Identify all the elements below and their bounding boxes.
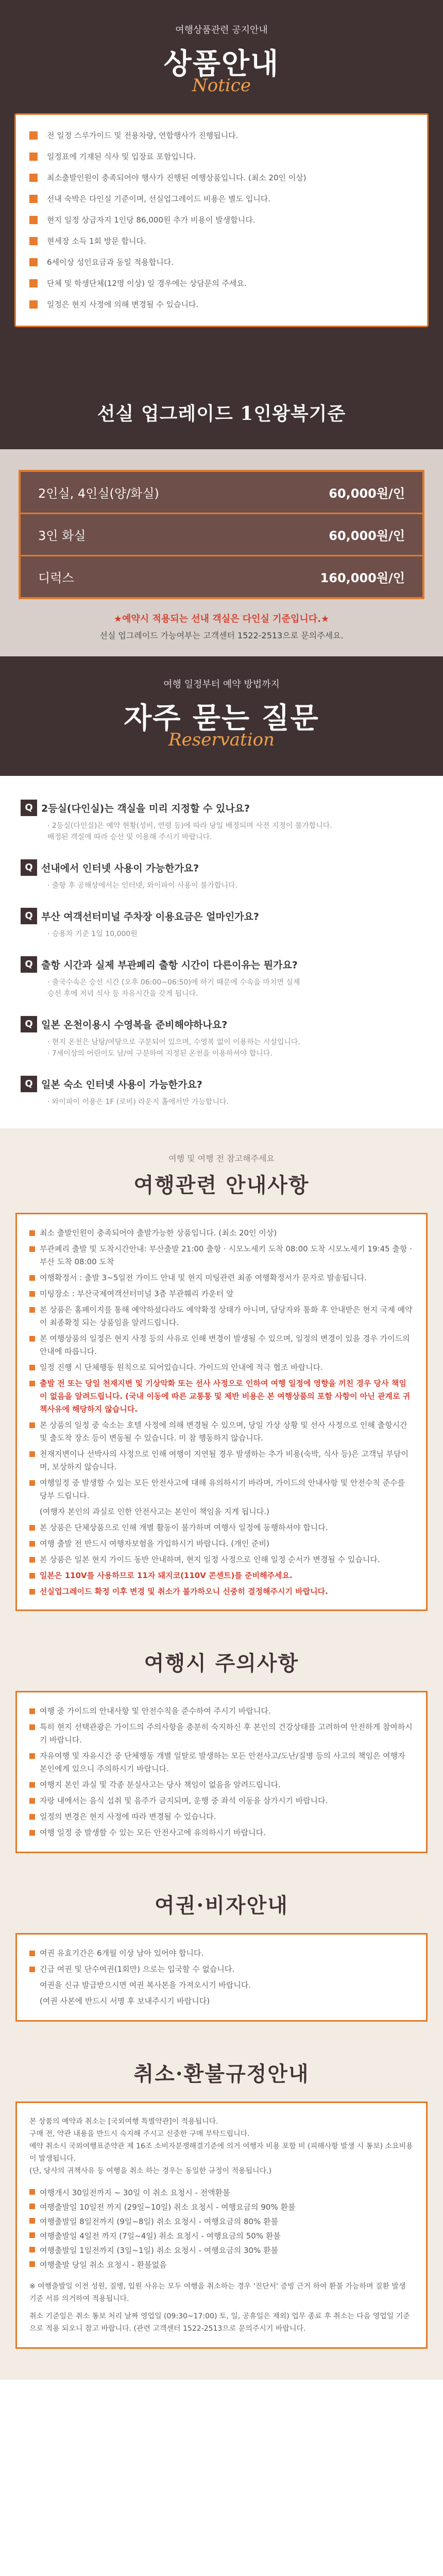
- q-icon: Q: [21, 956, 37, 973]
- q-icon: Q: [21, 1016, 37, 1032]
- refund-outro: ※ 여행출발일 이전 성원, 질병, 입원 사유는 모두 여행을 취소하는 경우 '진단서' 증빙 근거 하여 환불 가능하며 질환 발생 기준 서류 의거하여 적용됩니다. 취소 기준일은 취소 통보 처리 날짜 영업일 (09:30~17:00) 토, 일, 공휴일은 제외) 업무 종료 후 취소는 다음 영업일 기준으로 적용 되오니 참고 바랍니다. (관련 고객센터 1522-2513으로 문의주시기 바랍니다.: [29, 2282, 410, 2333]
- travel-card: [15, 1213, 428, 1611]
- faq-item: Q 2등실(다인실)는 객실을 미리 지정할 수 있나요? · 2등실(다인실)은 예약 현황(성비, 연령 등)에 따라 당일 배정되며 사전 지정이 불가합니다. 배정된 객실에 따라 승선 및 이용해 주시기 바랍니다.: [21, 800, 422, 843]
- list-item: 자랑 내에서는 음식 섭취 및 음주가 금지되며, 운행 중 좌석 이동을 삼가시기 바랍니다.: [29, 1794, 414, 1807]
- notice-title: 상품안내: [163, 47, 280, 81]
- list-item: 부관페리 출발 및 도착시간안내: 부산출발 21:00 출항 · 시모노세키 도착 08:00 도착 시모노세키 19:45 출항 · 부산 도착 08:00 도착: [29, 1243, 414, 1268]
- faq-item: Q 일본 온천이용시 수영복을 준비해야하나요? · 현지 온천은 남탕/여탕으로 구분되어 있으며, 수영복 없이 이용하는 시설입니다. · 7세이상의 어린이도 남/여 구분하여 지정된 온천을 이용하셔야 합니다.: [21, 1016, 422, 1059]
- list-item: 일정표에 기재된 식사 및 입장료 포함입니다.: [29, 150, 414, 163]
- list-item: (여행자 본인의 과실로 인한 안전사고는 본인이 책임을 지게 됩니다.): [40, 1507, 269, 1516]
- faq-item: Q 일본 숙소 인터넷 사용이 가능한가요? · 와이파이 이용은 1F (로비) 라운지 홀에서만 가능합니다.: [21, 1076, 422, 1108]
- list-item: 본 상품은 일본 현지 가이드 동반 안내하며, 현지 일정 사정으로 인해 일정 순서가 변경될 수 있습니다.: [29, 1553, 414, 1566]
- upgrade-note-2: 선실 업그레이드 가능여부는 고객센터 1522-2513으로 문의주세요.: [99, 631, 344, 640]
- q-icon: Q: [21, 1076, 37, 1092]
- passport-title: 여권·비자안내: [155, 1893, 288, 1918]
- list-item: 일본은 110V를 사용하므로 11자 돼지코(110V 콘센트)를 준비해주세요.: [29, 1569, 414, 1582]
- notice-header: [14, 23, 429, 96]
- list-item: 단체 및 학생단체(12명 이상) 일 경우에는 상담문의 주세요.: [29, 277, 414, 290]
- notice-list: [29, 129, 414, 311]
- upgrade-title: 선실 업그레이드 1인왕복기준: [0, 363, 443, 449]
- table-row: 3인 화실 60,000원/인: [21, 514, 422, 556]
- travel-kicker: 여행 및 여행 전 참고해주세요: [168, 1154, 275, 1163]
- caution-card: [15, 1691, 428, 1853]
- list-item: 긴급 여권 및 단수여권(1회만) 으로는 입국할 수 없습니다.: [29, 1963, 414, 1976]
- upgrade-section: [0, 363, 443, 656]
- list-item: 본 상품은 홈페이지를 통해 예약하셨다라도 예약확정 상태가 아니며, 담당자와 통화 후 안내받은 현지 국제 예약이 최종확정 되는 상품임을 알려드립니다.: [29, 1303, 414, 1329]
- faq-section: [0, 656, 443, 1128]
- table-row: 2인실, 4인실(양/화실) 60,000원/인: [21, 472, 422, 514]
- list-item: 여행일정 중 발생할 수 있는 모든 안전사고에 대해 유의하시기 바라며, 가이드의 안내사항 및 안전수칙 준수를 당부 드립니다.: [29, 1477, 414, 1502]
- list-item: 특히 현지 선택관광은 가이드의 주의사항을 충분히 숙지하신 후 본인의 건강상태를 고려하여 안전하게 참여하시기 바랍니다.: [29, 1721, 414, 1747]
- list-item: 여행출발일 1일전까지 (3일~1일) 취소 요청시 - 여행요금의 30% 환불: [29, 2243, 414, 2258]
- caution-section: [0, 1632, 443, 1874]
- notice-section: [0, 0, 443, 363]
- table-row: 디럭스 160,000원/인: [21, 556, 422, 597]
- faq-header: [0, 656, 443, 776]
- q-icon: Q: [21, 859, 37, 876]
- refund-section: [0, 2042, 443, 2380]
- list-item: 미팅장소 : 부산국제여객선터미널 3층 부관훼리 카운터 앞: [29, 1287, 414, 1300]
- refund-card: [15, 2102, 428, 2349]
- list-item: 최소 출발인원이 충족되어야 출발가능한 상품입니다. (최소 20인 이상): [29, 1227, 414, 1240]
- faq-kicker: 여행 일정부터 예약 방법까지: [163, 679, 280, 690]
- faq-item: Q 출항 시간과 실제 부관페리 출항 시간이 다른이유는 뭔가요? · 출국수속은 승선 시간 (오후 06:00~06:50)에 하기 때문에 수속을 마치면 실제 승선 후에 저녁 식사 등 자유시간을 갖게 됩니다.: [21, 956, 422, 999]
- list-item: 현지 일정 상급자지 1인당 86,000원 추가 비용이 발생합니다.: [29, 214, 414, 227]
- travel-list: [29, 1227, 414, 1598]
- list-item: 천재지변이나 선박사의 사정으로 인해 여행이 지연될 경우 발생하는 추가 비용(숙박, 식사 등)은 고객님 부담이며, 보상하지 않습니다.: [29, 1448, 414, 1473]
- list-item: 본 상품의 일정 중 숙소는 호텔 사정에 의해 변경될 수 있으며, 당일 가상 상황 및 선사 사정으로 인해 출항시간 및 출도착 장소 등이 변동될 수 있습니다. 미 참 행동하지 않습니다.: [29, 1419, 414, 1445]
- list-item: (여권 사본에 반드시 서명 후 보내주시기 바랍니다): [40, 1996, 210, 2006]
- faq-title-en: Reservation: [168, 730, 275, 750]
- list-item: 선실업그레이드 확정 이후 변경 및 취소가 불가하오니 신중히 결정해주시기 바랍니다.: [29, 1585, 414, 1598]
- travel-header: [15, 1152, 428, 1198]
- caution-list: [29, 1705, 414, 1839]
- list-item: 여행지 본인 과실 및 각종 분실사고는 당사 책임이 없음을 알려드립니다.: [29, 1778, 414, 1791]
- list-item: 전 일정 스루가이드 및 전용차량, 연합행사가 진행됩니다.: [29, 129, 414, 142]
- list-item: 일정 진행 시 단체행동 원칙으로 되어있습니다. 가이드의 안내에 적극 협조 바랍니다.: [29, 1361, 414, 1374]
- notice-kicker: 여행상품관련 공지안내: [175, 25, 268, 36]
- list-item: 일정은 현지 사정에 의해 변경될 수 있습니다.: [29, 298, 414, 311]
- refund-intro: 본 상품의 예약과 취소는 [국외여행 특별약관]이 적용됩니다. 구매 전, 약관 내용을 반드시 숙지해 주시고 신중한 구매 부탁드립니다. 예약 취소시 국외여행표준약관 제 16조 소비자분쟁해결기준에 의거 여행자 비용 포함 비 (피해사항 발생 시 통보) 소요비용이 발생됩니다. (단, 당사의 귀책사유 등 여행을 취소 하는 경우는 동일한 규정이 적용됩니다.): [29, 2117, 413, 2175]
- list-item: 여행출발일 4일전 까지 (7일~4일) 취소 요청시 - 여행요금의 50% 환불: [29, 2229, 414, 2243]
- list-item: 여권을 신규 발급받으시면 여권 복사본을 가져오시기 바랍니다.: [40, 1980, 251, 1990]
- q-icon: Q: [21, 800, 37, 816]
- refund-title: 취소·환불규정안내: [133, 2062, 310, 2086]
- list-item: 현세장 소득 1회 방문 합니다.: [29, 235, 414, 248]
- faq-title: 자주 묻는 질문: [124, 701, 319, 735]
- list-item: 여행 일정 중 발생할 수 있는 모든 안전사고에 유의하시기 바랍니다.: [29, 1826, 414, 1839]
- upgrade-note-1: ★예약시 적용되는 선내 객실은 다인실 기준입니다.★: [113, 614, 330, 624]
- q-icon: Q: [21, 908, 37, 924]
- list-item: 여행 출발 전 반드시 여행자보험을 가입하시기 바랍니다. (개인 준비): [29, 1537, 414, 1550]
- list-item: 6세이상 성인요금과 동일 적용합니다.: [29, 256, 414, 269]
- list-item: 본 여행상품의 일정은 현지 사정 등의 사유로 인해 변경이 발생될 수 있으며, 일정의 변경이 있을 경우 가이드의 안내에 따릅니다.: [29, 1332, 414, 1358]
- list-item: 최소출발인원이 충족되어야 행사가 진행된 여행상품입니다. (최소 20인 이상): [29, 172, 414, 184]
- list-item: 본 상품은 단체상품으로 인해 개별 활동이 불가하며 여행사 일정에 동행하셔야 합니다.: [29, 1521, 414, 1534]
- refund-list: [29, 2185, 414, 2272]
- list-item: 여행확정서 : 출발 3~5일전 가이드 안내 및 현지 미팅관련 최종 여행확정서가 문자로 발송됩니다.: [29, 1272, 414, 1284]
- list-item: 자유여행 및 자유시간 중 단체행동 개별 일탈로 발생하는 모든 안전사고/도난/질병 등의 사고의 책임은 여행자 본인에게 있으니 주의하시기 바랍니다.: [29, 1750, 414, 1775]
- list-item: 여행출발 당일 취소 요청시 - 환불없음: [29, 2258, 414, 2272]
- list-item: 여행출발일 10일전 까지 (29일~10일) 취소 요청시 - 여행요금의 90% 환불: [29, 2200, 414, 2214]
- list-item: 여행 중 가이드의 안내사항 및 안전수칙을 준수하여 주시기 바랍니다.: [29, 1705, 414, 1718]
- passport-section: [0, 1874, 443, 2042]
- travel-title: 여행관련 안내사항: [133, 1173, 310, 1197]
- notice-title-en: Notice: [192, 75, 251, 96]
- list-item: 출발 전 또는 당일 천재지변 및 기상악화 또는 선사 사정으로 인하여 여행 일정에 영향을 끼친 경우 당사 책임이 없음을 알려드립니다. (국내 이동에 따른 교통통 및 제반 비용은 본 여행상품의 포함 사항이 아닌 관계로 귀책사유에 해당하지 않습니다.: [29, 1377, 414, 1416]
- list-item: 일정의 변경은 현지 사정에 따라 변경될 수 있습니다.: [29, 1810, 414, 1823]
- faq-item: Q 선내에서 인터넷 사용이 가능한가요? · 출항 후 공해상에서는 인터넷, 와이파이 사용이 불가합니다.: [21, 859, 422, 891]
- list-item: 선내 숙박은 다인실 기준이며, 선실업그레이드 비용은 별도 입니다.: [29, 193, 414, 206]
- faq-item: Q 부산 여객선터미널 주차장 이용요금은 얼마인가요? · 승용차 기준 1일 10,000원: [21, 908, 422, 940]
- caution-title: 여행시 주의사항: [144, 1651, 299, 1675]
- travel-section: [0, 1128, 443, 1632]
- list-item: 여권 유효기간은 6개월 이상 남아 있어야 합니다.: [29, 1947, 414, 1960]
- faq-list: [0, 776, 443, 1108]
- list-item: 여행개시 30일전까지 ~ 30일 이 취소 요청시 - 전액환불: [29, 2185, 414, 2200]
- upgrade-table: [19, 470, 424, 599]
- notice-card: [14, 113, 429, 327]
- list-item: 여행출발일 8일전까지 (9일~8일) 취소 요청시 - 여행요금의 80% 환불: [29, 2214, 414, 2229]
- passport-list: [29, 1947, 414, 2008]
- passport-card: [15, 1933, 428, 2022]
